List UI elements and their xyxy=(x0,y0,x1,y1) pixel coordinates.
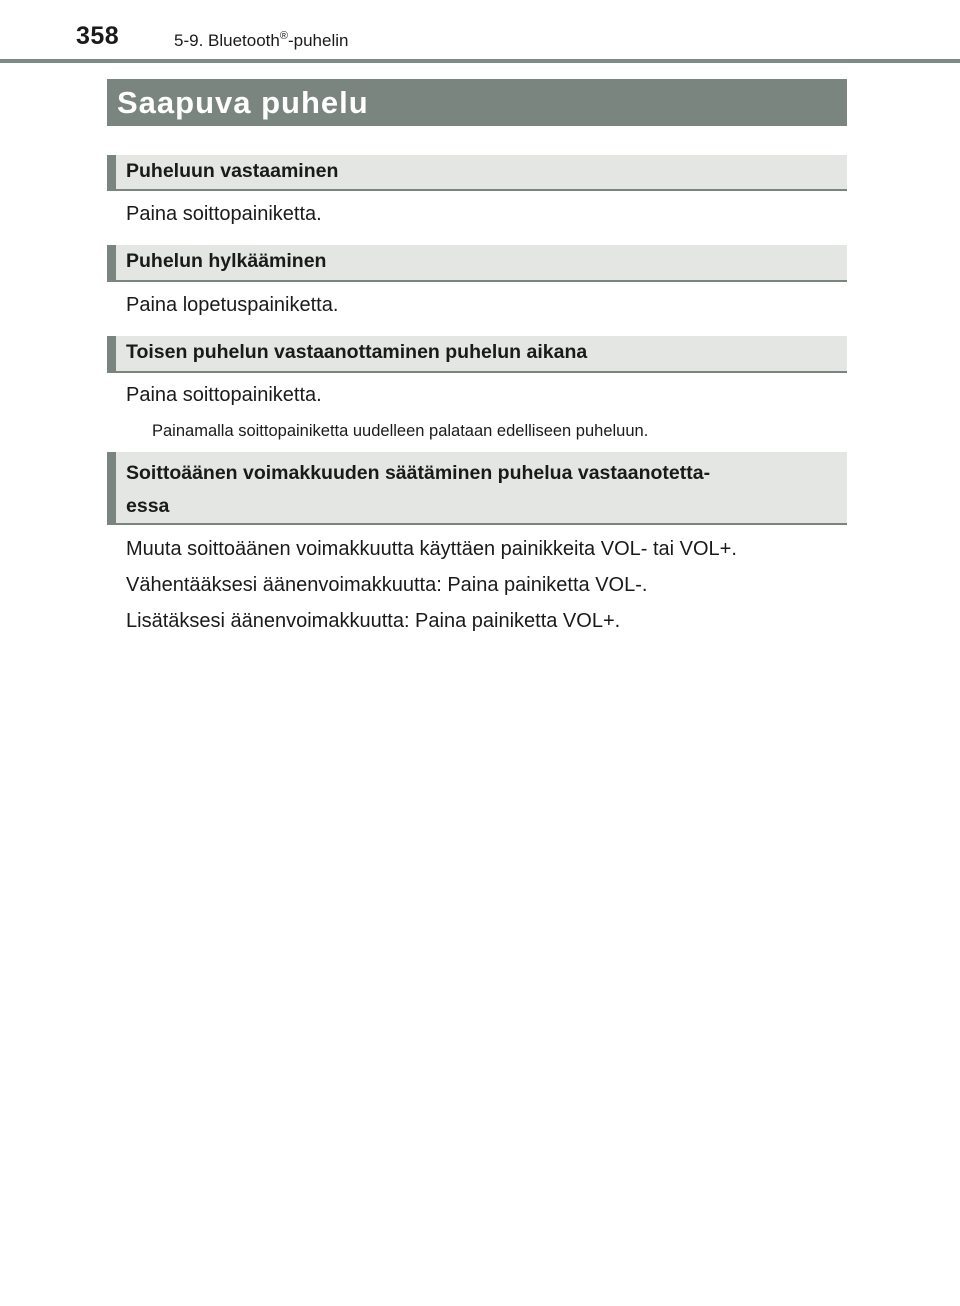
paragraph: Paina soittopainiketta. xyxy=(126,384,322,406)
registered-mark: ® xyxy=(279,30,288,42)
chapter-title xyxy=(174,30,348,51)
paragraph: Lisätäksesi äänenvoimakkuutta: Paina painiketta VOL+. xyxy=(126,610,621,632)
paragraph: Vähentääksesi äänenvoimakkuutta: Paina painiketta VOL-. xyxy=(126,574,648,596)
section-heading-reject xyxy=(107,245,847,282)
section-heading-answer xyxy=(107,155,847,191)
section-heading-text: Toisen puhelun vastaanottaminen puhelun aikana xyxy=(126,341,588,363)
paragraph: Paina soittopainiketta. xyxy=(126,203,322,225)
page-header xyxy=(0,0,960,64)
page-title-bar xyxy=(107,79,847,126)
section-heading-line-1: Soittoäänen voimakkuuden säätäminen puhelua vastaanotetta- xyxy=(126,462,711,484)
chapter-suffix: -puhelin xyxy=(287,31,349,50)
header-rule xyxy=(0,59,960,63)
section-heading-text: Puhelun hylkääminen xyxy=(126,250,327,272)
section-heading-line-2: essa xyxy=(126,495,170,517)
chapter-prefix: 5-9. Bluetooth xyxy=(174,31,280,50)
page-title: Saapuva puhelu xyxy=(117,85,369,120)
section-heading-text xyxy=(126,457,839,523)
section-heading-ringtone-volume xyxy=(107,452,847,525)
section-heading-second-call xyxy=(107,336,847,373)
page-number: 358 xyxy=(76,22,120,50)
section-heading-text: Puheluun vastaaminen xyxy=(126,160,339,182)
paragraph: Paina lopetuspainiketta. xyxy=(126,294,339,316)
note: Painamalla soittopainiketta uudelleen palataan edelliseen puheluun. xyxy=(152,422,649,440)
paragraph: Muuta soittoäänen voimakkuutta käyttäen painikkeita VOL- tai VOL+. xyxy=(126,538,737,560)
